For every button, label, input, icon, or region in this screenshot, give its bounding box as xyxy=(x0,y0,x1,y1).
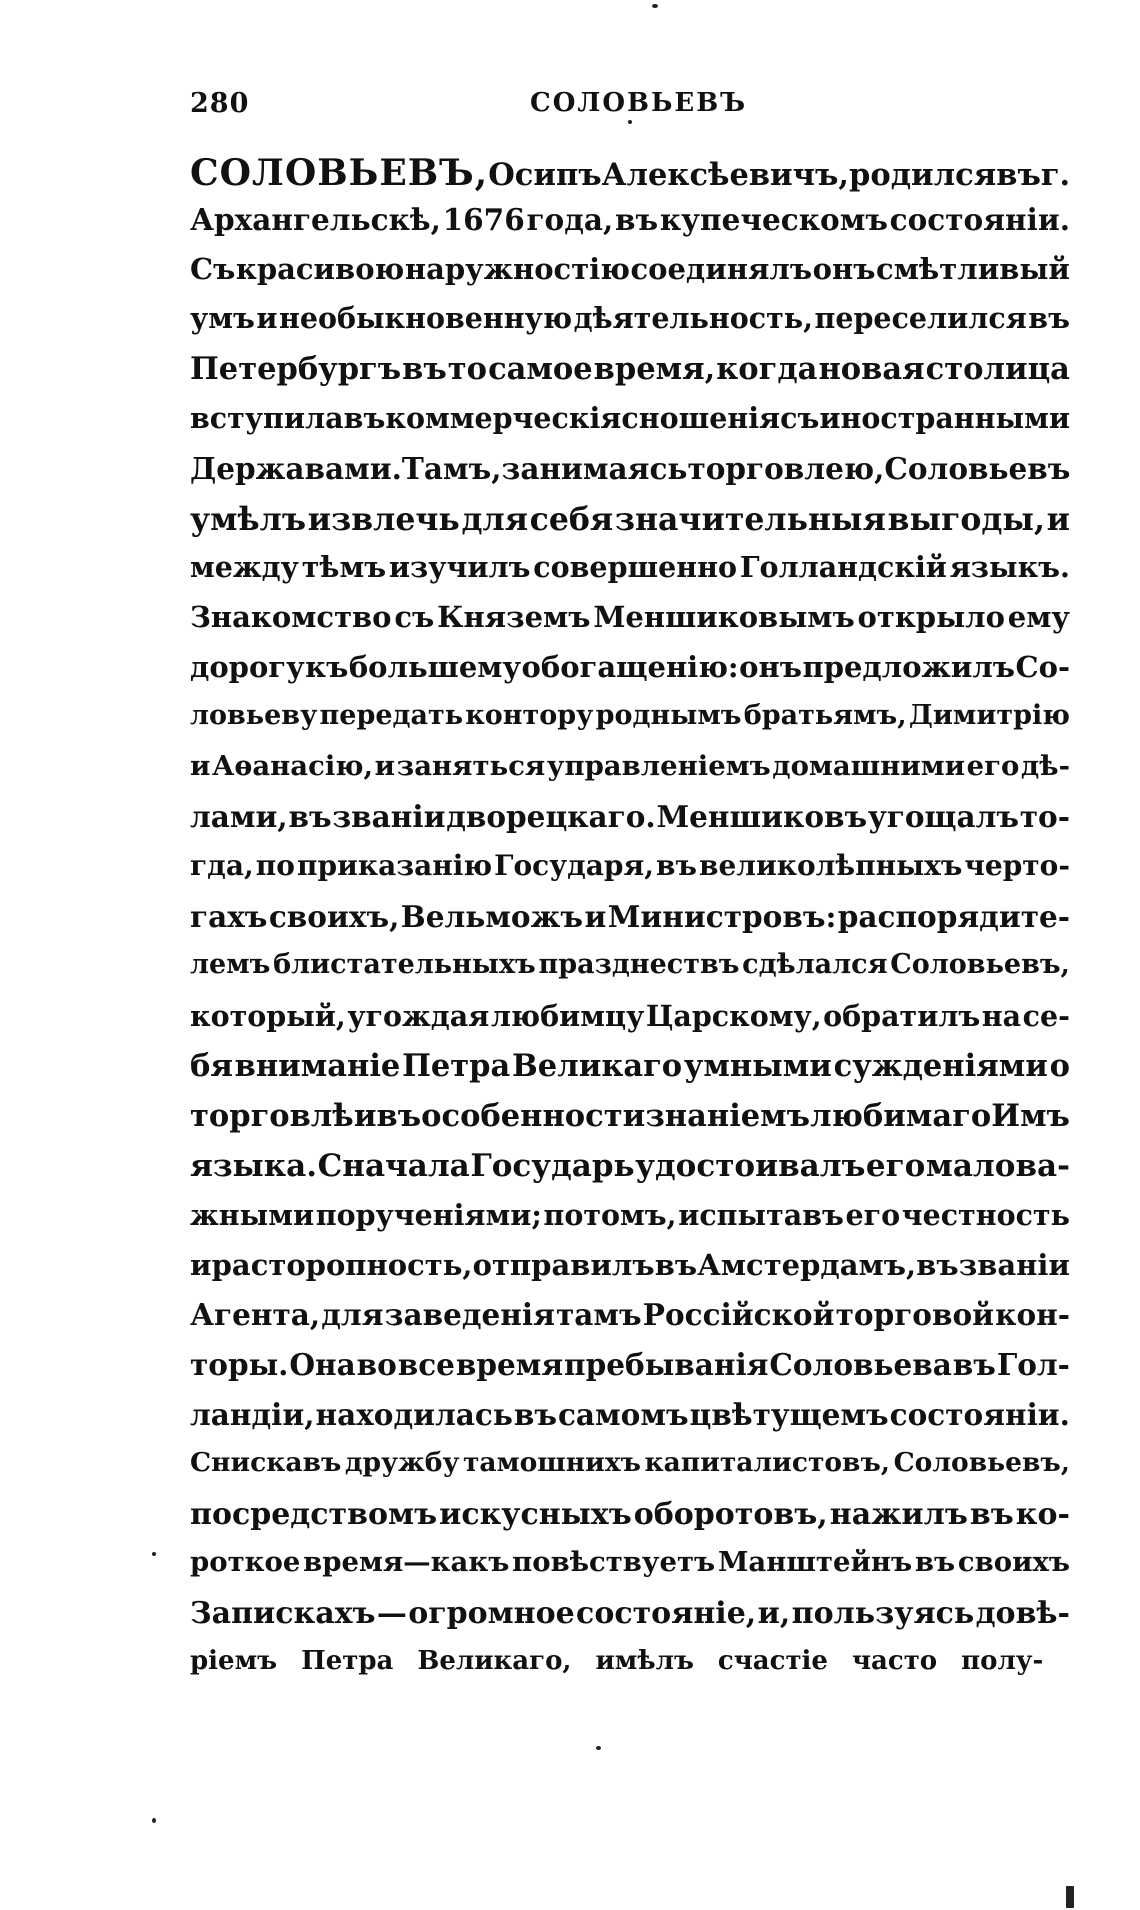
word: Державами. xyxy=(190,450,402,486)
word: кон- xyxy=(995,1297,1070,1333)
word: Петра xyxy=(402,1048,511,1085)
print-speck xyxy=(152,1552,156,1556)
word: пользуясь xyxy=(791,1596,975,1632)
word: къ xyxy=(305,649,349,684)
word: Имъ xyxy=(991,1098,1070,1135)
word: тамъ xyxy=(556,1297,642,1333)
word: управленіемъ xyxy=(546,749,771,782)
word: сдѣлался xyxy=(742,948,888,980)
word: и xyxy=(374,749,396,782)
word: честность xyxy=(901,1197,1070,1232)
word: извлечь xyxy=(307,500,460,538)
word: въ xyxy=(288,799,332,835)
word: званіи xyxy=(958,1247,1070,1282)
word: умѣлъ xyxy=(190,500,307,538)
word: дѣ- xyxy=(1020,749,1070,782)
word: своихъ xyxy=(957,1546,1070,1579)
word: смѣтливый xyxy=(876,251,1070,286)
word: званіи xyxy=(332,799,446,835)
word: коммерческія xyxy=(385,400,622,435)
word: торговой xyxy=(835,1297,995,1333)
word: Соловьевъ xyxy=(884,450,1070,486)
word: значительныя xyxy=(614,500,886,538)
word: время, xyxy=(593,351,716,388)
word: по xyxy=(255,849,295,883)
word: предложилъ xyxy=(802,649,1016,684)
word: Соловьевъ, xyxy=(890,948,1070,980)
word: въ xyxy=(656,849,697,883)
word: о xyxy=(1049,1048,1070,1085)
word: малова- xyxy=(925,1147,1070,1184)
word: находилась xyxy=(315,1396,513,1432)
word: пребыванія xyxy=(564,1347,769,1383)
body-text xyxy=(190,152,1070,1696)
word: Амстердамъ, xyxy=(697,1247,917,1282)
word: черто- xyxy=(964,849,1070,883)
word: особенности xyxy=(421,1098,646,1135)
word: открыло xyxy=(857,600,1005,635)
word: и xyxy=(353,1098,377,1135)
word: лами, xyxy=(190,799,288,835)
word: искусныхъ xyxy=(439,1496,632,1532)
word: его xyxy=(845,1197,901,1232)
word: вступила xyxy=(190,400,344,435)
text-line xyxy=(190,202,1070,252)
word: большему xyxy=(348,649,522,684)
word: въ xyxy=(654,1247,698,1282)
word: любимаго xyxy=(810,1098,992,1135)
word: блистательныхъ xyxy=(273,948,536,980)
print-speck xyxy=(652,4,658,8)
word: въ xyxy=(343,400,386,435)
word: выгоды, xyxy=(887,500,1045,538)
print-speck xyxy=(628,120,632,124)
word: занимаясь xyxy=(501,450,688,486)
text-line xyxy=(190,1148,1070,1198)
word: языка. xyxy=(190,1147,318,1184)
text-line xyxy=(190,1297,1070,1347)
word: переселился xyxy=(814,301,1027,336)
word: съ xyxy=(394,600,435,635)
word: красивою xyxy=(235,251,405,286)
word: празднествъ xyxy=(538,948,740,980)
word: время xyxy=(455,1347,564,1383)
word: нажилъ xyxy=(829,1496,968,1532)
word: и, xyxy=(757,1596,791,1632)
text-line xyxy=(190,550,1070,600)
word: капиталистовъ, xyxy=(644,1446,891,1478)
text-line xyxy=(190,451,1070,501)
word: роткое xyxy=(190,1546,301,1579)
word: Алексѣевичъ, xyxy=(601,157,850,193)
word: гахъ xyxy=(190,898,268,934)
word: расторопность, xyxy=(211,1247,473,1282)
word: распорядите- xyxy=(837,898,1070,934)
text-line xyxy=(190,700,1070,750)
word: г. xyxy=(1040,157,1070,193)
word: Меншиковымъ xyxy=(593,600,855,635)
text-line xyxy=(190,899,1070,949)
word: въ xyxy=(1028,301,1070,336)
text-line xyxy=(190,1347,1070,1397)
word: ріемъ xyxy=(190,1645,278,1676)
word: посредствомъ xyxy=(190,1496,438,1532)
word: Петра xyxy=(301,1645,394,1676)
word: Димитрію xyxy=(908,699,1070,731)
word: то xyxy=(447,351,488,388)
word: дворецкаго. xyxy=(446,799,656,835)
word: торговлѣ xyxy=(190,1098,354,1135)
word: въ xyxy=(996,157,1041,193)
word: самомъ xyxy=(557,1396,689,1432)
word: умными xyxy=(683,1048,832,1085)
word: совершенно xyxy=(533,550,737,585)
word: своихъ, xyxy=(268,898,400,934)
word: съ xyxy=(780,400,820,435)
word: Великаго xyxy=(512,1048,683,1085)
word: вниманіе xyxy=(234,1048,401,1085)
word: умъ xyxy=(190,301,255,336)
word: любимцу xyxy=(490,998,645,1033)
word: самое xyxy=(488,351,593,388)
word: необыкновенную xyxy=(278,301,573,336)
print-speck xyxy=(1066,1886,1074,1908)
word: тѣмъ xyxy=(301,550,387,585)
word: домашними xyxy=(772,749,966,782)
print-speck xyxy=(596,1746,601,1750)
word: то- xyxy=(1019,799,1070,835)
word: оборотовъ, xyxy=(633,1496,828,1532)
word: между xyxy=(190,550,299,585)
word: онъ xyxy=(739,649,802,684)
word: наружностію xyxy=(404,251,630,286)
text-line xyxy=(190,152,1070,202)
word: Россійской xyxy=(642,1297,835,1333)
word: новая xyxy=(818,351,925,388)
word: Запискахъ xyxy=(190,1596,376,1632)
word: бя xyxy=(190,1048,233,1085)
word: когда xyxy=(716,351,818,388)
word: торы. xyxy=(190,1347,289,1383)
word: изучилъ xyxy=(388,550,531,585)
word: Манштейнъ xyxy=(717,1546,913,1579)
word: обогащенію: xyxy=(521,649,739,684)
word: который, xyxy=(190,998,346,1033)
word: заняться xyxy=(396,749,546,782)
text-line xyxy=(190,401,1070,451)
word: въ xyxy=(916,1247,959,1282)
word: се- xyxy=(1022,998,1070,1033)
word: Аѳанасію, xyxy=(212,749,374,782)
word: и xyxy=(190,1247,212,1282)
word: потомъ, xyxy=(543,1197,677,1232)
word: Государя, xyxy=(494,849,654,883)
text-line xyxy=(190,849,1070,899)
word: дружбу xyxy=(344,1446,460,1478)
word: приказанію xyxy=(297,849,493,883)
word: — xyxy=(376,1596,407,1632)
text-line xyxy=(190,949,1070,999)
word: въ xyxy=(914,1546,956,1579)
word: Сначала xyxy=(317,1147,470,1184)
word: счастіе xyxy=(717,1645,828,1676)
word: въ xyxy=(376,1098,422,1135)
word: Вельможъ xyxy=(400,898,584,934)
word: повѣствуетъ xyxy=(512,1546,716,1579)
word: отправилъ xyxy=(472,1247,655,1282)
word: Тамъ, xyxy=(401,450,502,486)
word: въ xyxy=(952,1347,996,1383)
text-line xyxy=(190,999,1070,1049)
word: довѣ- xyxy=(975,1596,1070,1632)
word: и xyxy=(190,749,211,782)
word: во xyxy=(356,1347,397,1383)
text-line xyxy=(190,1248,1070,1298)
word: СОЛОВЬЕВЪ, xyxy=(190,152,489,194)
word: и xyxy=(256,301,278,336)
word: Гол- xyxy=(996,1347,1070,1383)
word: сношенія xyxy=(621,400,781,435)
word: Архангельскѣ, xyxy=(190,201,441,237)
word: Соловьевъ, xyxy=(893,1446,1070,1478)
text-line xyxy=(190,1596,1070,1646)
word: ловьеву xyxy=(190,699,318,731)
word: Она xyxy=(289,1347,356,1383)
word: въ xyxy=(614,201,659,237)
text-line xyxy=(190,301,1070,351)
word: Осипъ xyxy=(488,157,602,193)
text-line xyxy=(190,351,1070,401)
word: иностранными xyxy=(819,400,1070,435)
word: на xyxy=(981,998,1022,1033)
word: соединялъ xyxy=(630,251,813,286)
word: Великаго, xyxy=(417,1645,572,1676)
text-line xyxy=(190,1198,1070,1248)
word: Снискавъ xyxy=(190,1446,342,1478)
word: Со- xyxy=(1015,649,1070,684)
word: время—какъ xyxy=(303,1546,510,1579)
text-line xyxy=(190,1447,1070,1497)
word: порученіями; xyxy=(315,1197,542,1232)
word: братьямъ, xyxy=(743,699,907,731)
word: знаніемъ xyxy=(645,1098,811,1135)
word: торговлею, xyxy=(687,450,885,486)
word: года, xyxy=(526,201,614,237)
text-line xyxy=(190,650,1070,700)
word: купеческомъ xyxy=(659,201,888,237)
word: испытавъ xyxy=(678,1197,844,1232)
word: и xyxy=(584,898,607,934)
word: Меншиковъ xyxy=(656,799,868,835)
word: великолѣпныхъ xyxy=(699,849,963,883)
text-line xyxy=(190,1048,1070,1098)
word: языкъ. xyxy=(949,550,1070,585)
word: угощалъ xyxy=(867,799,1020,835)
word: столица xyxy=(925,351,1070,388)
word: Голландскій xyxy=(739,550,947,585)
word: 1676 xyxy=(442,201,525,237)
word: обратилъ xyxy=(823,998,981,1033)
word: состояніе, xyxy=(576,1596,757,1632)
word: Государь xyxy=(470,1147,635,1184)
word: ему xyxy=(1007,600,1070,635)
word: полу- xyxy=(961,1645,1044,1676)
word: для xyxy=(461,500,528,538)
word: себя xyxy=(529,500,614,538)
text-line xyxy=(190,1497,1070,1547)
word: Агента, xyxy=(190,1297,321,1333)
text-line xyxy=(190,1546,1070,1596)
word: лемъ xyxy=(190,948,271,980)
text-line xyxy=(190,750,1070,800)
word: жными xyxy=(190,1197,315,1232)
word: роднымъ xyxy=(595,699,742,731)
word: Царскому, xyxy=(645,998,822,1033)
word: состояніи. xyxy=(889,201,1070,237)
text-line xyxy=(190,501,1070,551)
word: заведенія xyxy=(384,1297,555,1333)
word: Съ xyxy=(190,251,236,286)
word: въ xyxy=(513,1396,557,1432)
word: Петербургъ xyxy=(190,351,402,388)
word: Княземъ xyxy=(437,600,591,635)
word: родился xyxy=(849,157,997,193)
print-speck xyxy=(152,1818,156,1823)
text-line xyxy=(190,252,1070,302)
word: въ xyxy=(402,351,447,388)
word: ландіи, xyxy=(190,1396,315,1432)
word: въ xyxy=(969,1496,1014,1532)
word: сужденіями xyxy=(833,1048,1048,1085)
word: все xyxy=(397,1347,455,1383)
word: его xyxy=(966,749,1020,782)
word: удостоивалъ xyxy=(635,1147,866,1184)
word: и xyxy=(1046,500,1070,538)
text-line xyxy=(190,1098,1070,1148)
word: Знакомство xyxy=(190,600,392,635)
text-line xyxy=(190,1646,1070,1696)
word: передать xyxy=(319,699,464,731)
page-number: 280 xyxy=(190,88,250,119)
word: часто xyxy=(851,1645,938,1676)
word: гда, xyxy=(190,849,254,883)
word: имѣлъ xyxy=(595,1645,694,1676)
word: Министровъ: xyxy=(607,898,837,934)
word: тамошнихъ xyxy=(463,1446,641,1478)
running-title: СОЛОВЬЕВЪ xyxy=(530,88,748,118)
word: ко- xyxy=(1015,1496,1070,1532)
text-line xyxy=(190,799,1070,849)
text-line xyxy=(190,600,1070,650)
text-line xyxy=(190,1397,1070,1447)
word: онъ xyxy=(812,251,876,286)
word: для xyxy=(321,1297,384,1333)
word: Соловьева xyxy=(769,1347,952,1383)
word: цвѣтущемъ xyxy=(689,1396,889,1432)
word: огромное xyxy=(408,1596,575,1632)
word: дѣятельность, xyxy=(573,301,814,336)
word: состояніи. xyxy=(889,1396,1070,1432)
word: контору xyxy=(465,699,594,731)
word: его xyxy=(865,1147,926,1184)
word: угождая xyxy=(347,998,490,1033)
word: дорогу xyxy=(190,649,305,684)
